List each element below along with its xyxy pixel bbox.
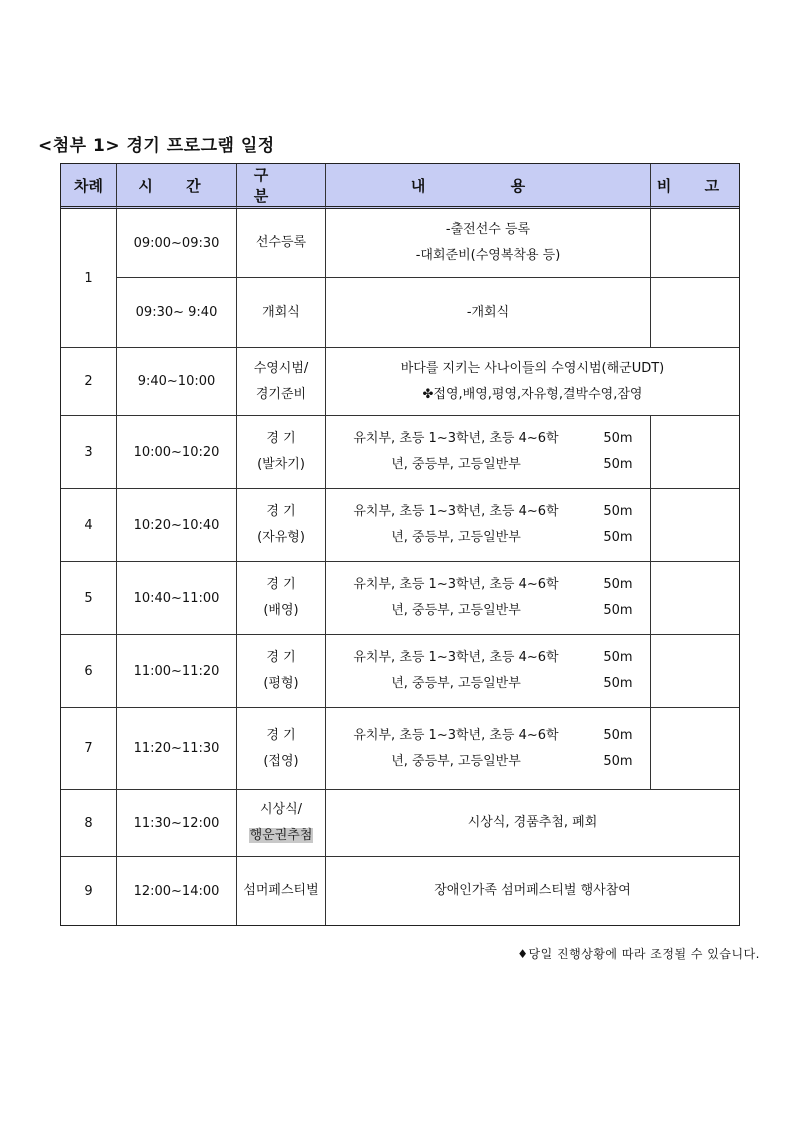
remarks-cell — [651, 278, 739, 348]
order-cell: 2 — [61, 348, 117, 416]
content-cell — [326, 708, 586, 790]
remarks-cell — [651, 708, 739, 790]
table-row — [61, 790, 739, 857]
schedule-table — [60, 163, 740, 926]
content-line: -출전선수 등록 — [445, 222, 531, 237]
table-row — [61, 209, 739, 278]
distance-value: 50m — [603, 753, 633, 769]
content-line: 시상식, 경품추첨, 폐회 — [467, 815, 598, 830]
content-line: 년, 중등부, 고등일반부 — [391, 753, 521, 769]
category-cell — [237, 857, 326, 925]
category-line: 섬머페스티벌 — [243, 883, 319, 898]
remarks-cell — [651, 562, 739, 635]
content-line: 유치부, 초등 1~3학년, 초등 4~6학 — [353, 650, 559, 665]
category-line: 시상식/ — [259, 802, 303, 817]
content-cell — [326, 416, 586, 489]
remarks-cell — [651, 489, 739, 562]
distance-cell — [586, 562, 651, 635]
distance-value: 50m — [603, 603, 633, 618]
remarks-cell — [651, 635, 739, 708]
content-line: 년, 중등부, 고등일반부 — [391, 676, 521, 691]
category-line: 수영시범/ — [253, 360, 309, 376]
category-line: (발차기) — [257, 457, 305, 472]
content-cell — [326, 857, 739, 925]
time-cell: 10:40~11:00 — [117, 562, 237, 635]
category-cell — [237, 790, 326, 857]
category-line: 경 기 — [266, 650, 296, 665]
category-cell — [237, 635, 326, 708]
category-line: (배영) — [263, 603, 299, 618]
category-cell — [237, 348, 326, 416]
category-line: 경 기 — [266, 727, 296, 743]
order-cell: 3 — [61, 416, 117, 489]
header-time: 시 간 — [117, 164, 237, 209]
distance-value: 50m — [603, 431, 633, 446]
distance-value: 50m — [603, 577, 633, 592]
header-content: 내 용 — [326, 164, 651, 209]
content-line: ✤접영,배영,평영,자유형,결박수영,잠영 — [422, 386, 643, 402]
content-line: 유치부, 초등 1~3학년, 초등 4~6학 — [353, 431, 559, 446]
time-cell: 11:00~11:20 — [117, 635, 237, 708]
distance-cell — [586, 489, 651, 562]
content-line: 년, 중등부, 고등일반부 — [391, 530, 521, 545]
distance-value: 50m — [603, 727, 633, 743]
remarks-cell — [651, 416, 739, 489]
time-cell: 09:30~ 9:40 — [117, 278, 237, 348]
footnote: ♦당일 진행상황에 따라 조정될 수 있습니다. — [517, 947, 760, 961]
content-line: -개회식 — [466, 304, 510, 320]
table-row — [61, 416, 739, 489]
category-cell — [237, 562, 326, 635]
order-cell: 7 — [61, 708, 117, 790]
order-cell: 6 — [61, 635, 117, 708]
remarks-cell — [651, 209, 739, 278]
category-line: (평형) — [263, 676, 299, 691]
distance-value: 50m — [603, 676, 633, 691]
time-cell: 9:40~10:00 — [117, 348, 237, 416]
page-title: <첨부 1> 경기 프로그램 일정 — [38, 136, 275, 156]
header-category: 구 분 — [237, 164, 326, 209]
table-row — [61, 857, 739, 925]
content-line: 유치부, 초등 1~3학년, 초등 4~6학 — [353, 504, 559, 519]
content-line: 유치부, 초등 1~3학년, 초등 4~6학 — [353, 577, 559, 592]
table-row — [61, 348, 739, 416]
category-line: 경기준비 — [255, 386, 307, 402]
distance-cell — [586, 635, 651, 708]
category-line: 경 기 — [266, 577, 296, 592]
category-line: (자유형) — [257, 530, 305, 545]
content-line: -대회준비(수영복착용 등) — [415, 248, 561, 263]
time-cell: 12:00~14:00 — [117, 857, 237, 925]
category-cell — [237, 209, 326, 278]
content-cell — [326, 348, 739, 416]
time-cell: 09:00~09:30 — [117, 209, 237, 278]
content-cell — [326, 635, 586, 708]
distance-cell — [586, 416, 651, 489]
table-row — [61, 489, 739, 562]
distance-value: 50m — [603, 650, 633, 665]
category-line-highlighted: 행운권추첨 — [249, 828, 313, 843]
order-cell: 9 — [61, 857, 117, 925]
content-line: 유치부, 초등 1~3학년, 초등 4~6학 — [353, 727, 559, 743]
time-cell: 11:20~11:30 — [117, 708, 237, 790]
distance-value: 50m — [603, 504, 633, 519]
time-cell: 10:00~10:20 — [117, 416, 237, 489]
content-line: 년, 중등부, 고등일반부 — [391, 603, 521, 618]
category-line: 경 기 — [266, 504, 296, 519]
category-cell — [237, 416, 326, 489]
category-line: (접영) — [263, 753, 299, 769]
header-row — [61, 164, 739, 209]
table-row — [61, 562, 739, 635]
category-line: 선수등록 — [255, 235, 307, 250]
header-remarks: 비 고 — [651, 164, 739, 209]
time-cell: 11:30~12:00 — [117, 790, 237, 857]
order-cell: 4 — [61, 489, 117, 562]
distance-cell — [586, 708, 651, 790]
category-line: 경 기 — [266, 431, 296, 446]
header-order: 차례 — [61, 164, 117, 209]
distance-value: 50m — [603, 457, 633, 472]
content-cell — [326, 278, 651, 348]
category-cell — [237, 278, 326, 348]
order-cell: 1 — [61, 209, 117, 348]
content-line: 장애인가족 섬머페스티벌 행사참여 — [434, 883, 631, 898]
content-cell — [326, 790, 739, 857]
content-cell — [326, 562, 586, 635]
table-row — [61, 635, 739, 708]
category-cell — [237, 489, 326, 562]
category-cell — [237, 708, 326, 790]
distance-value: 50m — [603, 530, 633, 545]
content-line: 년, 중등부, 고등일반부 — [391, 457, 521, 472]
table-row — [61, 278, 739, 348]
content-cell — [326, 489, 586, 562]
order-cell: 5 — [61, 562, 117, 635]
time-cell: 10:20~10:40 — [117, 489, 237, 562]
table-row — [61, 708, 739, 790]
category-line: 개회식 — [262, 304, 300, 320]
content-line: 바다를 지키는 사나이들의 수영시범(해군UDT) — [400, 360, 665, 376]
content-cell — [326, 209, 651, 278]
order-cell: 8 — [61, 790, 117, 857]
